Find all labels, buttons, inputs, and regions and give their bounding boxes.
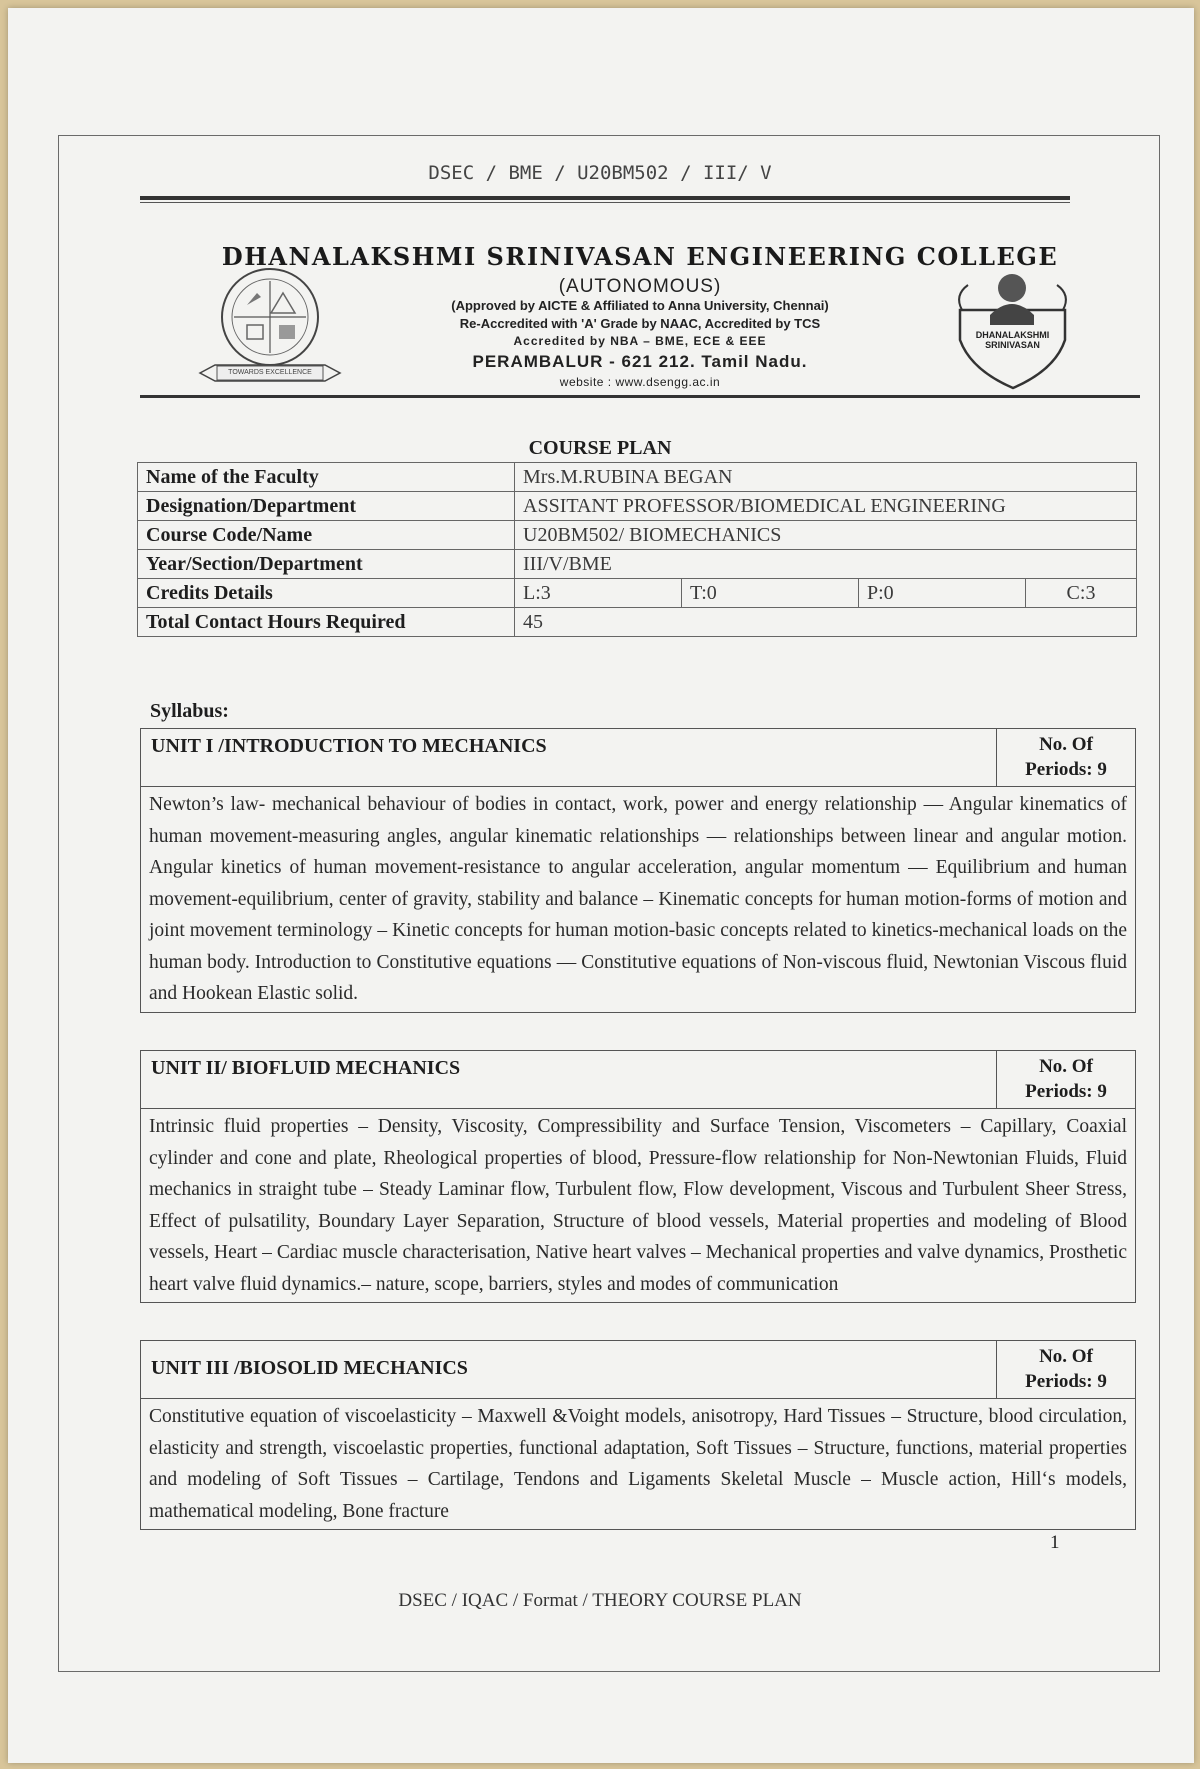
top-rule-thin [140,202,1070,203]
hours-label: Total Contact Hours Required [138,608,515,637]
credits-practical: P:0 [859,579,1026,608]
table-row [138,550,1137,579]
autonomous-label: (AUTONOMOUS) [558,276,722,297]
college-address: PERAMBALUR - 621 212. Tamil Nadu. [472,352,808,371]
unit-1-content: Newton’s law- mechanical behaviour of bodies in contact, work, power and energy relationship — Angular kinematics of human movement-measuring angles, angular kinematic relationships — relationships between linear and angular motion. Angular kinetics of human movement-resistance to angular acceleration, angular momentum — Equilibrium and human movement-equilibrium, center of gravity, stability and balance – Kinematic concepts for human motion-forms of motion and joint movement terminology – Kinetic concepts for human motion-basic concepts related to kinetics-mechanical loads on the human body. Introduction to Constitutive equations — Constitutive equations of Non-viscous fluid, Newtonian Viscous fluid and Hookean Elastic solid. [149,794,1127,1005]
accreditation-line: Re-Accredited with 'A' Grade by NAAC, Accredited by TCS [459,316,821,331]
unit-2-block [140,1050,1136,1303]
unit-2-title: UNIT II/ BIOFLUID MECHANICS [151,1057,461,1079]
unit-2-header [141,1051,1135,1109]
page-number: 1 [1050,1532,1060,1553]
credits-total: C:3 [1026,579,1137,608]
table-row [138,463,1137,492]
right-logo-text: DHANALAKSHMI SRINIVASAN [975,330,1050,350]
periods-label: No. Of [1039,1346,1093,1367]
unit-2-content: Intrinsic fluid properties – Density, Viscosity, Compressibility and Surface Tension, Viscometers – Capillary, Coaxial cylinder and cone and plate, Rheological properties of blood, Pressure-flow relationship for Non-Newtonian Fluids, Fluid mechanics in straight tube – Steady Laminar flow, Turbulent flow, Flow development, Viscous and Turbulent Sheer Stress, Effect of pulsatility, Boundary Layer Separation, Structure of blood vessels, Material properties and modeling of Blood vessels, Heart – Cardiac muscle characterisation, Native heart valves – Mechanical properties and valve dynamics, Prosthetic heart valve fluid dynamics.– nature, scope, barriers, styles and modes of communication [149,1116,1127,1295]
unit-3-block [140,1340,1136,1530]
unit-3-periods [996,1341,1135,1398]
periods-label: No. Of [1039,1056,1093,1077]
periods-value: Periods: 9 [1025,1080,1107,1102]
college-emblem-icon [195,265,345,385]
top-rule [140,196,1070,200]
periods-label: No. Of [1039,734,1093,755]
table-row [138,579,1137,608]
table-row [138,492,1137,521]
founder-portrait-logo [950,270,1075,390]
hours-value: 45 [515,608,1137,637]
designation-value: ASSITANT PROFESSOR/BIOMEDICAL ENGINEERING [515,492,1137,521]
unit-3-content: Constitutive equation of viscoelasticity – Maxwell &Voight models, anisotropy, Hard Tissues – Structure, blood circulation, elasticity and strength, viscoelastic properties, functional adaptation, Soft Tissues – Structure, functions, material properties and modeling of Soft Tissues – Cartilage, Tendons and Ligaments Skeletal Muscle – Muscle action, Hill‘s models, mathematical modeling, Bone fracture [149,1406,1127,1522]
course-plan-title: COURSE PLAN [528,437,672,459]
college-name: DHANALAKSHMI SRINIVASAN ENGINEERING COLLEGE [221,242,1059,271]
nba-line: Accredited by NBA – BME, ECE & EEE [513,334,767,348]
unit-2-periods [996,1051,1135,1108]
header-rule [140,395,1140,398]
year-section-label: Year/Section/Department [138,550,515,579]
periods-value: Periods: 9 [1025,758,1107,780]
designation-label: Designation/Department [138,492,515,521]
table-row [138,608,1137,637]
college-website: website : www.dsengg.ac.in [559,375,721,389]
syllabus-label: Syllabus: [150,700,229,722]
year-section-value: III/V/BME [515,550,1137,579]
table-row [138,521,1137,550]
unit-1-periods [996,729,1135,786]
credits-tutorial: T:0 [682,579,859,608]
approval-line: (Approved by AICTE & Affiliated to Anna University, Chennai) [451,298,829,313]
unit-3-title: UNIT III /BIOSOLID MECHANICS [151,1357,468,1379]
faculty-label: Name of the Faculty [138,463,515,492]
footer-format-code: DSEC / IQAC / Format / THEORY COURSE PLAN [398,1590,802,1611]
unit-1-block [140,728,1136,1013]
course-code-value: U20BM502/ BIOMECHANICS [515,521,1137,550]
credits-lecture: L:3 [515,579,682,608]
faculty-value: Mrs.M.RUBINA BEGAN [515,463,1137,492]
periods-value: Periods: 9 [1025,1370,1107,1392]
emblem-motto: TOWARDS EXCELLENCE [228,369,312,376]
unit-3-header [141,1341,1135,1399]
credits-label: Credits Details [138,579,515,608]
unit-1-header [141,729,1135,787]
unit-1-title: UNIT I /INTRODUCTION TO MECHANICS [151,735,547,757]
document-code: DSEC / BME / U20BM502 / III/ V [428,162,772,184]
course-info-table [137,462,1137,637]
course-code-label: Course Code/Name [138,521,515,550]
